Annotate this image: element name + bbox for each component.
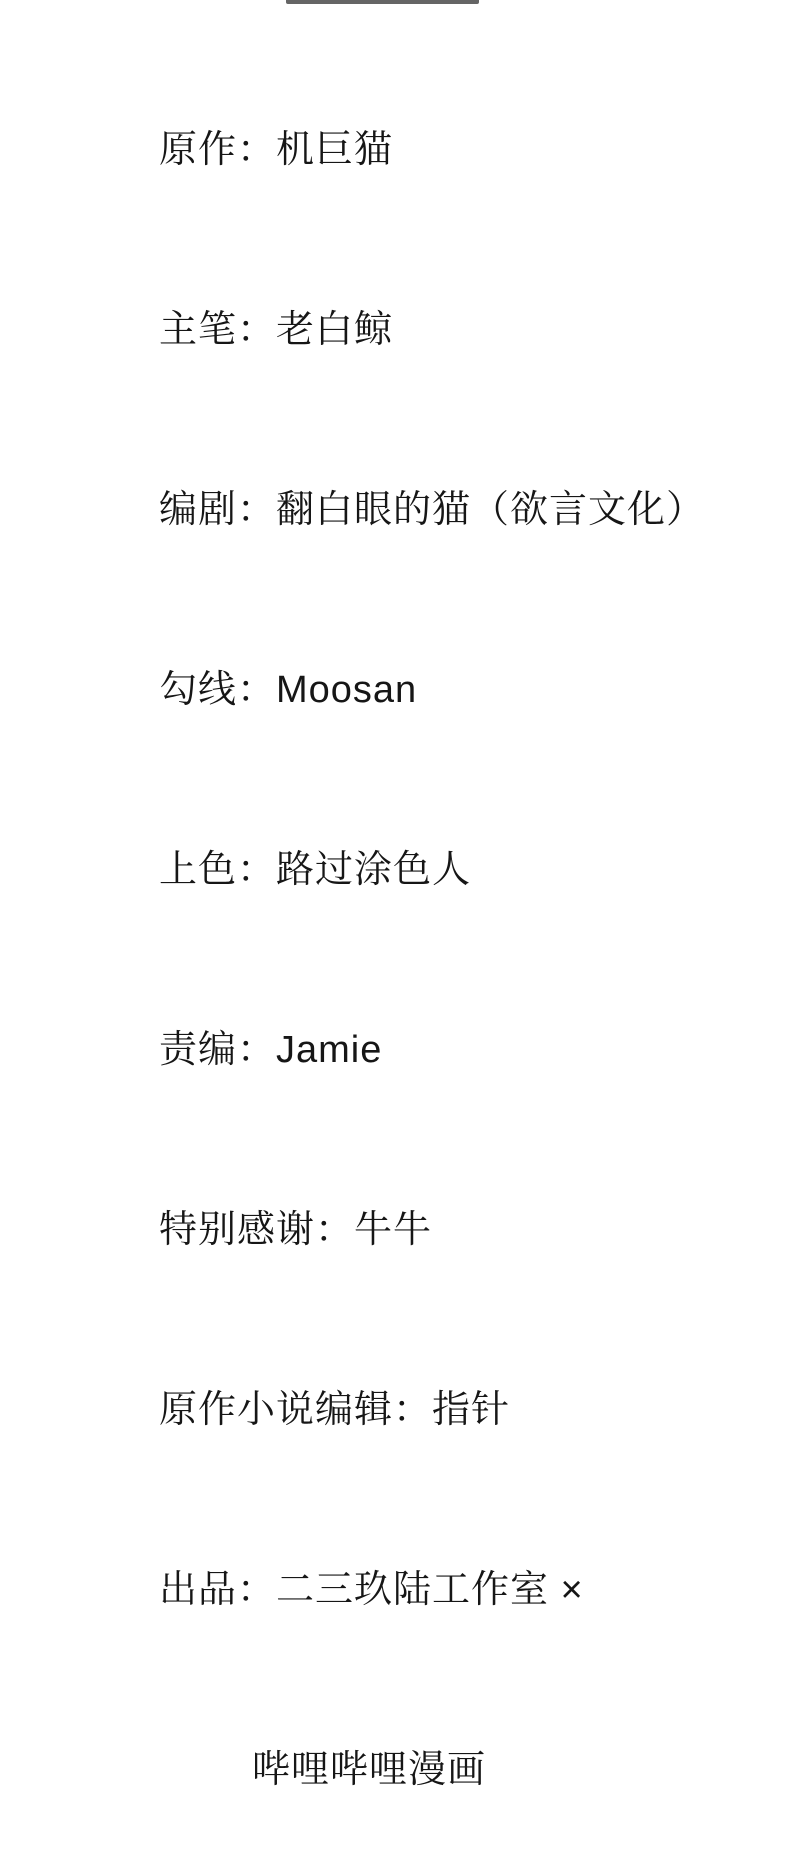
credit-line-lead-artist: 主笔：老白鲸: [159, 309, 394, 351]
credit-line-original-work: 原作：机巨猫: [159, 129, 394, 171]
credit-line-producer: 出品：二三玖陆工作室 ×: [159, 1569, 584, 1611]
credit-line-screenwriter: 编剧：翻白眼的猫（欲言文化）: [159, 489, 706, 531]
credit-line-special-thanks: 特别感谢：牛牛: [159, 1209, 433, 1251]
credit-line-novel-editor: 原作小说编辑：指针: [159, 1389, 511, 1431]
credits-list: [159, 0, 779, 1860]
credit-line-line-art: 勾线：Moosan: [159, 669, 418, 711]
credit-line-producer-continued: 哔哩哔哩漫画: [252, 1749, 487, 1791]
credit-line-editor: 责编：Jamie: [159, 1029, 383, 1071]
credit-line-coloring: 上色：路过涂色人: [159, 849, 472, 891]
